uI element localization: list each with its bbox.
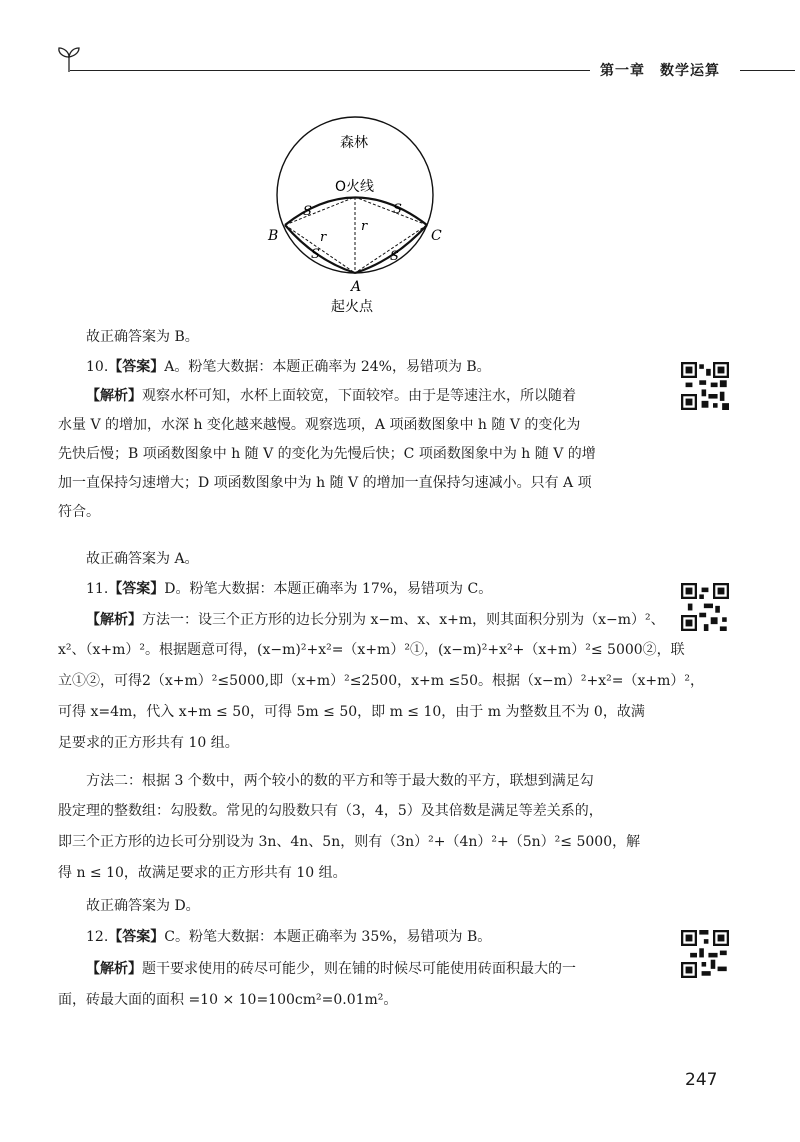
- label-fire-line: O火线: [335, 179, 375, 195]
- q11-answer: [58, 575, 684, 604]
- label-start: 起火点: [331, 299, 373, 315]
- label-S3: S: [311, 247, 320, 262]
- label-B: B: [268, 228, 279, 244]
- label-forest: 森林: [340, 135, 368, 151]
- q12-analysis-tag: 【解析】: [86, 961, 142, 977]
- label-S2: S: [393, 202, 402, 217]
- q12-answer-tag: 【答案】: [108, 929, 165, 945]
- q11-analysis-line: 可得 x=4m，代入 x+m ≤ 50，可得 5m ≤ 50，即 m ≤ 10，由于 m 为整数且不为 0，故满: [58, 704, 645, 720]
- q11-analysis-line: 【解析】方法一：设三个正方形的边长分别为 x−m、x、x+m，则其面积分别为（x−m）²、: [86, 612, 665, 628]
- q11-answer-tag: 【答案】: [108, 581, 165, 597]
- q9-conclusion: 故正确答案为 B。: [86, 329, 199, 345]
- q10-analysis-line: 水量 V 的增加，水深 h 变化越来越慢。观察选项，A 项函数图象中 h 随 V 的变化为: [58, 417, 581, 433]
- q11-analysis-line: 足要求的正方形共有 10 组。: [58, 735, 239, 751]
- header-rule-right: [740, 70, 795, 71]
- q10-conclusion: 故正确答案为 A。: [86, 551, 199, 567]
- q10-number: 10.: [86, 359, 109, 375]
- q10-analysis-line: 符合。: [58, 504, 100, 520]
- header-rule: [70, 70, 590, 71]
- q10-analysis-line: 先快后慢；B 项函数图象中 h 随 V 的变化为先慢后快；C 项函数图象中为 h 随 V 的增: [58, 446, 596, 462]
- q10-answer-text: A。粉笔大数据：本题正确率为 24%，易错项为 B。: [164, 359, 491, 375]
- label-A: A: [351, 279, 362, 295]
- qr-code-icon[interactable]: [681, 583, 729, 631]
- q11-number: 11.: [86, 581, 109, 597]
- q10-analysis-line: 【解析】观察水杯可知，水杯上面较宽，下面较窄。由于是等速注水，所以随着: [86, 388, 576, 404]
- q10-analysis-tag: 【解析】: [86, 388, 142, 404]
- page-number: 247: [685, 1070, 718, 1090]
- qr-code-icon[interactable]: [681, 362, 729, 410]
- q11-method2-line: 得 n ≤ 10，故满足要求的正方形共有 10 组。: [58, 865, 347, 881]
- q11-method2-line: 即三个正方形的边长可分别设为 3n、4n、5n，则有（3n）²+（4n）²+（5n）²≤ 5000，解: [58, 834, 641, 850]
- label-S4: S: [390, 249, 399, 264]
- q12-answer: [58, 923, 684, 952]
- q11-method2-line: 股定理的整数组：勾股数。常见的勾股数只有（3，4，5）及其倍数是满足等差关系的，: [58, 803, 603, 819]
- q11-analysis-line: x²、（x+m）²。根据题意可得，(x−m)²+x²=（x+m）²①，(x−m)²+x²+（x+m）²≤ 5000②，联: [58, 642, 685, 658]
- label-r-mid: r: [361, 219, 368, 234]
- qr-code-icon[interactable]: [681, 930, 729, 978]
- forest-fire-diagram: [255, 115, 455, 320]
- q10-analysis-line: 加一直保持匀速增大；D 项函数图象中为 h 随 V 的增加一直保持匀速减小。只有 A 项: [58, 475, 592, 491]
- chapter-title: 第一章 数学运算: [600, 63, 720, 79]
- q10-answer-tag: 【答案】: [108, 359, 165, 375]
- q12-analysis-line: 【解析】题干要求使用的砖尽可能少，则在铺的时候尽可能使用砖面积最大的一: [86, 961, 576, 977]
- q11-analysis-tag: 【解析】: [86, 612, 142, 628]
- q12-number: 12.: [86, 929, 109, 945]
- q12-answer-text: C。粉笔大数据：本题正确率为 35%，易错项为 B。: [164, 929, 492, 945]
- label-S1: S: [303, 204, 312, 219]
- label-C: C: [431, 228, 442, 244]
- q10-answer: [58, 353, 684, 382]
- q11-analysis-line: 立①②，可得2（x+m）²≤5000,即（x+m）²≤2500，x+m ≤50。根据（x−m）²+x²=（x+m）²，: [58, 673, 704, 689]
- label-r-left: r: [320, 230, 327, 245]
- q11-conclusion: 故正确答案为 D。: [86, 898, 200, 914]
- q12-analysis-line: 面，砖最大面的面积 =10 × 10=100cm²=0.01m²。: [58, 992, 398, 1008]
- q11-method2-line: 方法二：根据 3 个数中，两个较小的数的平方和等于最大数的平方，联想到满足勾: [86, 773, 594, 789]
- q11-answer-text: D。粉笔大数据：本题正确率为 17%，易错项为 C。: [164, 581, 493, 597]
